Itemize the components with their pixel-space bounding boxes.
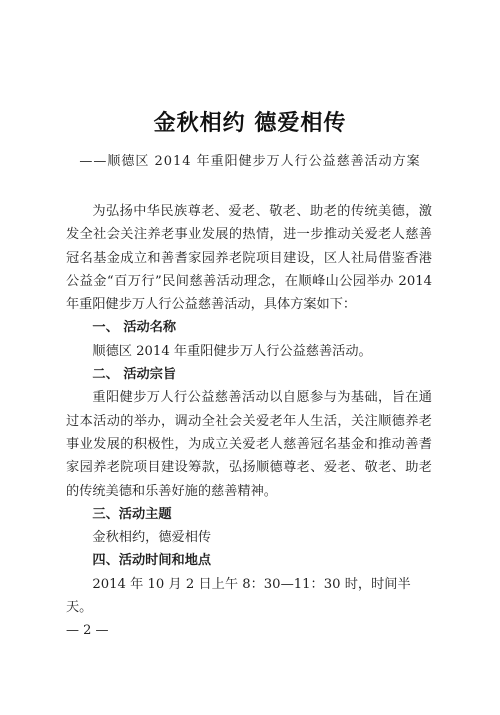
document-subtitle: ——顺德区 2014 年重阳健步万人行公益慈善活动方案 [79, 154, 421, 169]
document-title: 金秋相约 德爱相传 [153, 110, 347, 136]
document-body [66, 200, 432, 619]
section-heading-purpose: 二、 活动宗旨 [92, 367, 177, 383]
page-number: — 2 — [66, 623, 109, 638]
section-content-purpose: 重阳健步万人行公益慈善活动以自愿参与为基础，旨在通过本活动的举办，调动全社会关爱老年人生活，关注顺德养老事业发展的积极性，为成立关爱老人慈善冠名基金和推动善耆家园养老院项目建设筹款，弘扬顺德尊老、爱老、敬老、助老的传统美德和乐善好施的慈善精神。 [66, 390, 432, 499]
section-content-name: 顺德区 2014 年重阳健步万人行公益慈善活动。 [92, 343, 372, 359]
section-heading-time-place: 四、活动时间和地点 [92, 553, 212, 569]
intro-paragraph: 为弘扬中华民族尊老、爱老、敬老、助老的传统美德，激发全社会关注养老事业发展的热情，进一步推动关爱老人慈善冠名基金成立和善耆家园养老院项目建设，区人社局借鉴香港公益金“百万行”民间慈善活动理念，在顺峰山公园举办 2014 年重阳健步万人行公益慈善活动，具体方案如下： [66, 204, 432, 313]
section-content-theme: 金秋相约，德爱相传 [92, 530, 212, 546]
section-content-time-place: 2014 年 10 月 2 日上午 8：30—11：30 时，时间半天。 [66, 576, 411, 616]
section-heading-theme: 三、活动主题 [92, 506, 172, 522]
section-heading-name: 一、 活动名称 [92, 320, 177, 336]
